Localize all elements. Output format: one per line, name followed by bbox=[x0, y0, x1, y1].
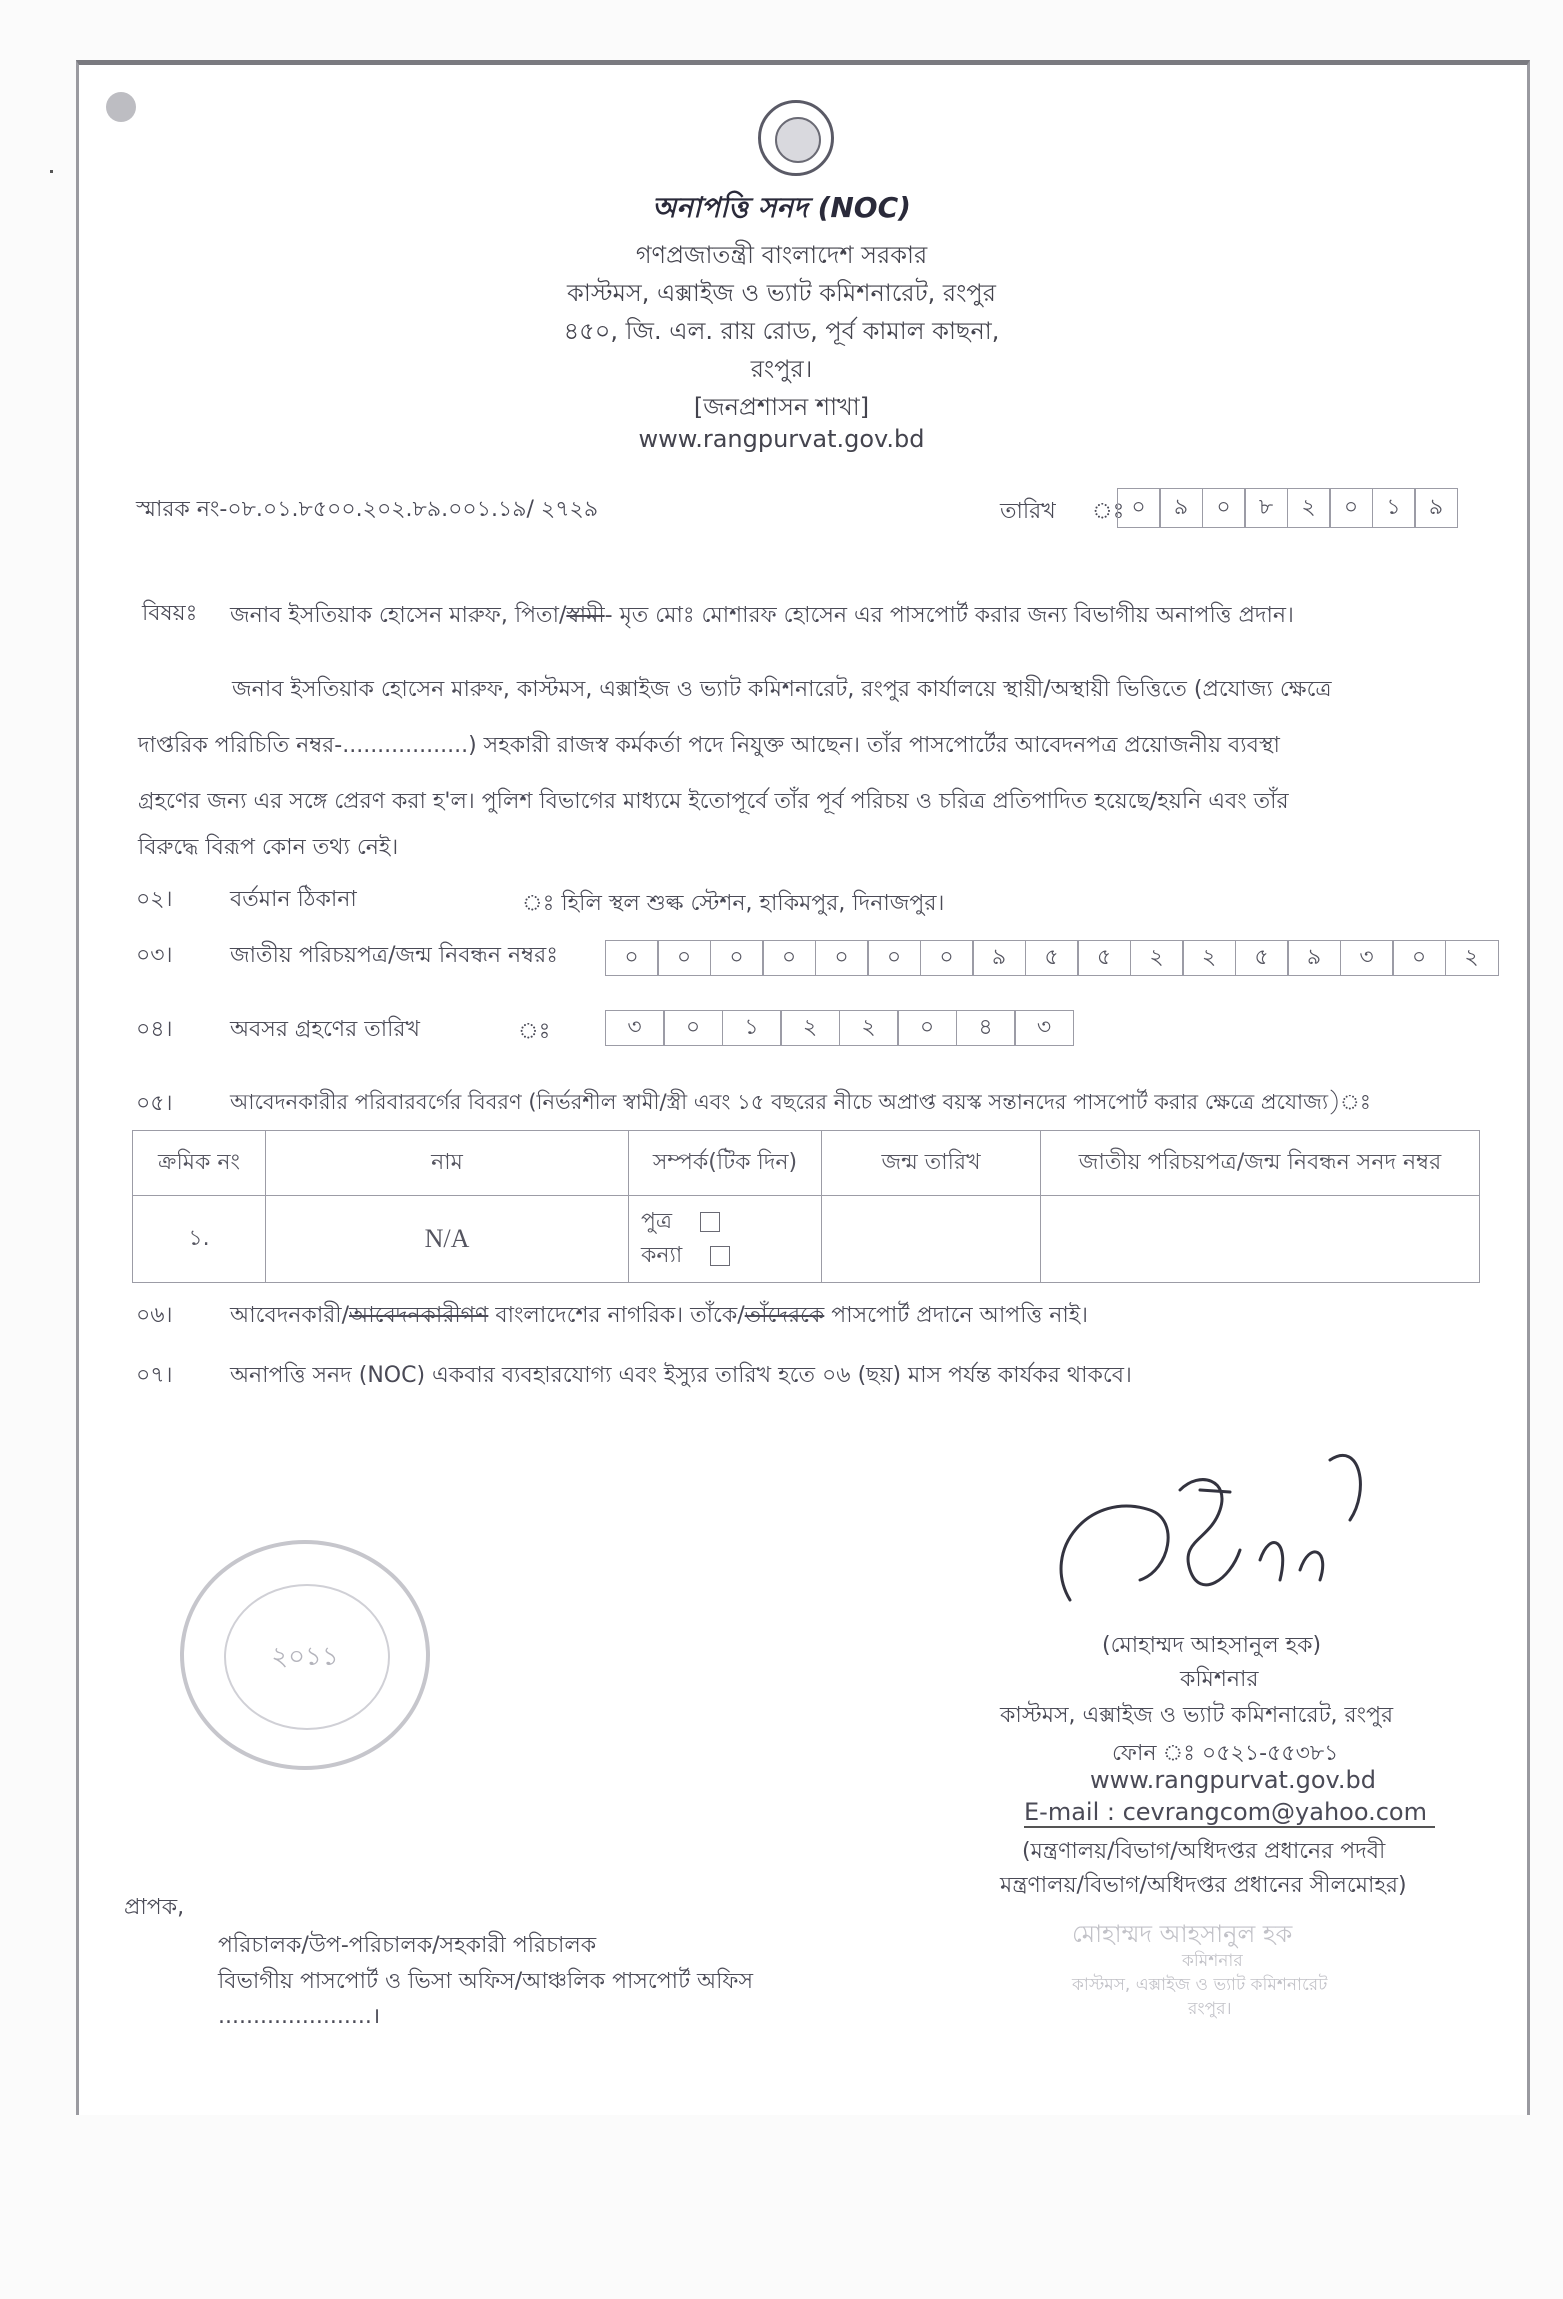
son-checkbox[interactable] bbox=[700, 1212, 720, 1232]
header-website: www.rangpurvat.gov.bd bbox=[638, 425, 925, 453]
date-digit-box: ২ bbox=[1287, 488, 1331, 528]
punch-hole bbox=[106, 92, 136, 122]
item-02-number: ০২। bbox=[136, 887, 173, 912]
date-digit-box: ০ bbox=[1329, 488, 1373, 528]
item-02-value: ঃ হিলি স্থল শুল্ক স্টেশন, হাকিমপুর, দিনাজপুর। bbox=[522, 891, 945, 916]
memo-number: স্মারক নং-০৮.০১.৮৫০০.২০২.৮৯.০০১.১৯/ ২৭২৯ bbox=[136, 497, 599, 522]
item-06-part-a: আবেদনকারী/ bbox=[230, 1303, 350, 1328]
retirement-digit-box: ৩ bbox=[1014, 1010, 1074, 1046]
family-table bbox=[132, 1130, 1480, 1283]
recipient-label: প্রাপক, bbox=[124, 1895, 185, 1920]
table-row bbox=[133, 1196, 1480, 1283]
stamp-year: ২০১১ bbox=[271, 1642, 339, 1672]
cell-nid bbox=[1041, 1196, 1480, 1283]
cell-serial: ১. bbox=[133, 1196, 266, 1283]
date-separator: ঃ bbox=[1092, 499, 1125, 524]
seal-office: কাস্টমস, এক্সাইজ ও ভ্যাট কমিশনারেট bbox=[1072, 1975, 1328, 1995]
signatory-phone: ফোন ঃ ০৫২১-৫৫৩৮১ bbox=[1112, 1741, 1339, 1766]
item-04-number: ০৪। bbox=[136, 1017, 173, 1042]
retirement-digit-box: ৪ bbox=[956, 1010, 1016, 1046]
para-line-1: জনাব ইসতিয়াক হোসেন মারুফ, কাস্টমস, এক্সাইজ ও ভ্যাট কমিশনারেট, রংপুর কার্যালয়ে স্থায়ী/অস্থায়ী ভিত্তিতে (প্রযোজ্য ক্ষেত্রে bbox=[232, 677, 1332, 702]
nid-digit-box: ৫ bbox=[1235, 940, 1289, 976]
para-line-3: গ্রহণের জন্য এর সঙ্গে প্রেরণ করা হ'ল। পুলিশ বিভাগের মাধ্যমে ইতোপূর্বে তাঁর পূর্ব পরিচয় ও চরিত্র প্রতিপাদিত হয়েছে/হয়নি এবং তাঁর bbox=[138, 789, 1289, 814]
cell-relation bbox=[629, 1196, 822, 1283]
nid-digit-box: ০ bbox=[815, 940, 869, 976]
government-seal-icon bbox=[758, 100, 834, 176]
subject-text bbox=[230, 598, 1294, 635]
seal-name: মোহাম্মদ আহসানুল হক bbox=[1072, 1920, 1293, 1948]
nid-digit-box: ০ bbox=[657, 940, 711, 976]
subject-part-b: - মৃত মোঃ মোশারফ হোসেন এর পাসপোর্ট করার জন্য বিভাগীয় অনাপত্তি প্রদান। bbox=[604, 603, 1294, 628]
para-line-4: বিরুদ্ধে বিরূপ কোন তথ্য নেই। bbox=[138, 835, 399, 860]
seal-designation: কমিশনার bbox=[1182, 1951, 1243, 1971]
date-digit-box: ১ bbox=[1372, 488, 1416, 528]
nid-digit-box: ২ bbox=[1182, 940, 1236, 976]
office-stamp-icon bbox=[180, 1540, 430, 1770]
signatory-name: (মোহাম্মদ আহসানুল হক) bbox=[1102, 1633, 1322, 1658]
date-digit-box: ৯ bbox=[1414, 488, 1458, 528]
item-06-number: ০৬। bbox=[136, 1303, 173, 1328]
nid-digit-box: ০ bbox=[867, 940, 921, 976]
date-digit-box: ৯ bbox=[1159, 488, 1203, 528]
date-digit-box: ০ bbox=[1117, 488, 1161, 528]
retirement-digit-box: ১ bbox=[722, 1010, 782, 1046]
signature-icon bbox=[1030, 1430, 1390, 1630]
header-name: নাম bbox=[266, 1131, 629, 1196]
retirement-digit-box: ৩ bbox=[605, 1010, 665, 1046]
nid-digit-box: ০ bbox=[762, 940, 816, 976]
item-07-number: ০৭। bbox=[136, 1363, 173, 1388]
signatory-office: কাস্টমস, এক্সাইজ ও ভ্যাট কমিশনারেট, রংপুর bbox=[1000, 1703, 1394, 1728]
nid-digit-boxes bbox=[606, 940, 1499, 976]
signatory-designation: কমিশনার bbox=[1180, 1667, 1259, 1692]
header-birthdate: জন্ম তারিখ bbox=[822, 1131, 1041, 1196]
header-serial: ক্রমিক নং bbox=[133, 1131, 266, 1196]
subject-part-a: জনাব ইসতিয়াক হোসেন মারুফ, পিতা/ bbox=[230, 603, 567, 628]
item-03-number: ০৩। bbox=[136, 943, 173, 968]
header-nid: জাতীয় পরিচয়পত্র/জন্ম নিবন্ধন সনদ নম্বর bbox=[1041, 1131, 1480, 1196]
header-government: গণপ্রজাতন্ত্রী বাংলাদেশ সরকার bbox=[635, 241, 928, 269]
signatory-email: E-mail : cevrangcom@yahoo.com bbox=[1024, 1798, 1435, 1828]
relation-son-label: পুত্র bbox=[641, 1209, 673, 1234]
item-05-number: ০৫। bbox=[136, 1091, 173, 1116]
date-label: তারিখ bbox=[1000, 499, 1056, 524]
nid-digit-box: ০ bbox=[605, 940, 659, 976]
signatory-note-2: মন্ত্রণালয়/বিভাগ/অধিদপ্তর প্রধানের সীলমোহর) bbox=[1000, 1873, 1407, 1898]
retirement-digit-box: ২ bbox=[839, 1010, 899, 1046]
relation-daughter-label: কন্যা bbox=[641, 1243, 683, 1268]
nid-digit-box: ৯ bbox=[1287, 940, 1341, 976]
date-digit-box: ৮ bbox=[1244, 488, 1288, 528]
retirement-digit-box: ০ bbox=[663, 1010, 723, 1046]
scan-speck bbox=[50, 170, 53, 173]
nid-digit-box: ০ bbox=[920, 940, 974, 976]
retirement-date-boxes bbox=[606, 1010, 1074, 1046]
item-04-separator: ঃ bbox=[518, 1019, 551, 1044]
nid-digit-box: ৫ bbox=[1077, 940, 1131, 976]
nid-digit-box: ৫ bbox=[1025, 940, 1079, 976]
item-06-text bbox=[230, 1298, 1088, 1335]
item-06-part-b: বাংলাদেশের নাগরিক। তাঁকে/ bbox=[488, 1303, 745, 1328]
header-relation: সম্পর্ক(টিক দিন) bbox=[629, 1131, 822, 1196]
signatory-note-1: (মন্ত্রণালয়/বিভাগ/অধিদপ্তর প্রধানের পদবী bbox=[1022, 1839, 1386, 1864]
item-04-label: অবসর গ্রহণের তারিখ bbox=[230, 1017, 420, 1042]
table-header-row bbox=[133, 1131, 1480, 1196]
item-07-text: অনাপত্তি সনদ (NOC) একবার ব্যবহারযোগ্য এবং ইস্যুর তারিখ হতে ০৬ (ছয়) মাস পর্যন্ত কার্যকর থাকবে। bbox=[230, 1363, 1132, 1388]
document-title: অনাপত্তি সনদ (NOC) bbox=[652, 191, 911, 224]
header-branch: [জনপ্রশাসন শাখা] bbox=[693, 393, 870, 421]
retirement-digit-box: ০ bbox=[897, 1010, 957, 1046]
cell-name: N/A bbox=[266, 1196, 629, 1283]
retirement-digit-box: ২ bbox=[780, 1010, 840, 1046]
nid-digit-box: ০ bbox=[1392, 940, 1446, 976]
daughter-checkbox[interactable] bbox=[710, 1246, 730, 1266]
nid-digit-box: ৯ bbox=[972, 940, 1026, 976]
header-address: ৪৫০, জি. এল. রায় রোড, পূর্ব কামাল কাছনা, bbox=[563, 317, 1000, 345]
item-06-part-c: পাসপোর্ট প্রদানে আপত্তি নাই। bbox=[824, 1303, 1089, 1328]
item-06-struck-2: তাঁদেরকে bbox=[744, 1303, 825, 1328]
header-office: কাস্টমস, এক্সাইজ ও ভ্যাট কমিশনারেট, রংপুর bbox=[567, 279, 996, 307]
para-line-2: দাপ্তরিক পরিচিতি নম্বর-..................) সহকারী রাজস্ব কর্মকর্তা পদে নিযুক্ত আছেন। তাঁর পাসপোর্টের আবেদনপত্র প্রয়োজনীয় ব্যবস্থা bbox=[138, 733, 1280, 758]
item-06-struck-1: আবেদনকারীগণ bbox=[349, 1303, 489, 1328]
nid-digit-box: ৩ bbox=[1340, 940, 1394, 976]
recipient-line-1: পরিচালক/উপ-পরিচালক/সহকারী পরিচালক bbox=[218, 1933, 597, 1958]
signatory-website: www.rangpurvat.gov.bd bbox=[1090, 1766, 1376, 1794]
nid-digit-box: ০ bbox=[710, 940, 764, 976]
subject-label: বিষয়ঃ bbox=[142, 601, 198, 626]
recipient-line-3: ......................। bbox=[218, 2004, 381, 2029]
nid-digit-box: ২ bbox=[1130, 940, 1184, 976]
date-digit-box: ০ bbox=[1202, 488, 1246, 528]
item-02-label: বর্তমান ঠিকানা bbox=[230, 887, 357, 912]
item-05-label: আবেদনকারীর পরিবারবর্গের বিবরণ (নির্ভরশীল স্বামী/স্ত্রী এবং ১৫ বছরের নীচে অপ্রাপ্ত বয়স্ক সন্তানদের পাসপোর্ট করার ক্ষেত্রে প্রযোজ্য)ঃ bbox=[230, 1090, 1371, 1114]
recipient-line-2: বিভাগীয় পাসপোর্ট ও ভিসা অফিস/আঞ্চলিক পাসপোর্ট অফিস bbox=[218, 1969, 754, 1994]
seal-city: রংপুর। bbox=[1188, 1999, 1232, 2019]
date-digit-boxes bbox=[1118, 488, 1458, 528]
subject-struck: স্বামী bbox=[566, 603, 605, 628]
nid-digit-box: ২ bbox=[1445, 940, 1499, 976]
item-03-label: জাতীয় পরিচয়পত্র/জন্ম নিবন্ধন নম্বরঃ bbox=[230, 943, 558, 968]
cell-birthdate bbox=[822, 1196, 1041, 1283]
header-city: রংপুর। bbox=[750, 355, 813, 383]
